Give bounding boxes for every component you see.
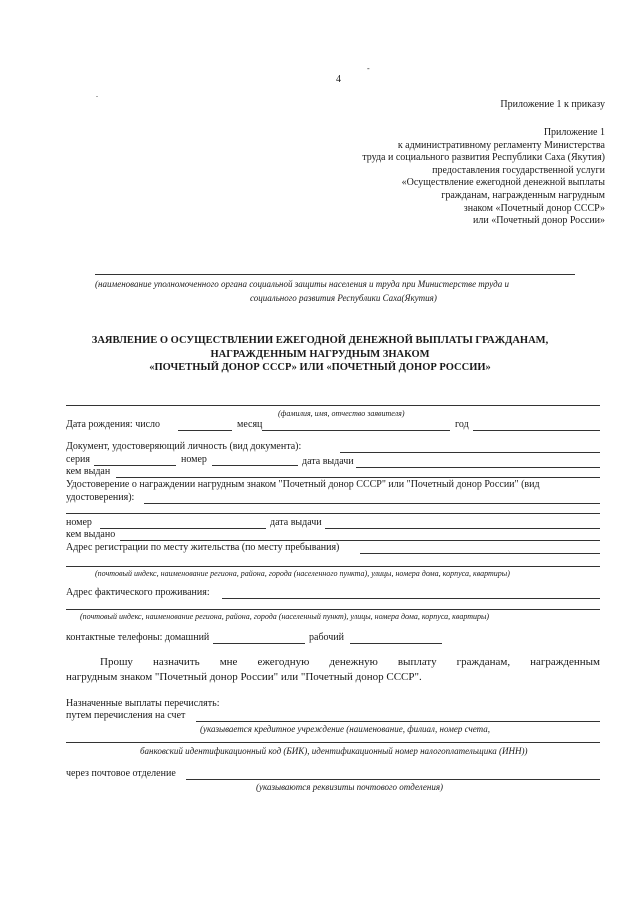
fact-address-field[interactable] bbox=[222, 598, 600, 599]
bank-details-field[interactable] bbox=[66, 742, 600, 743]
birth-label: Дата рождения: число bbox=[66, 419, 161, 430]
issue-date-field[interactable] bbox=[356, 467, 600, 468]
birth-day-field[interactable] bbox=[178, 430, 232, 431]
number-label: номер bbox=[181, 454, 207, 465]
org-caption-2: социального развития Республики Саха(Якутия) bbox=[250, 293, 437, 303]
issue-date2-label: дата выдачи bbox=[270, 517, 322, 528]
number2-field[interactable] bbox=[100, 528, 266, 529]
appendix-1-label: Приложение 1 к приказу bbox=[500, 99, 605, 110]
appendix-block bbox=[362, 127, 605, 228]
issued-by2-label: кем выдано bbox=[66, 529, 116, 540]
doc-title-2: НАГРАЖДЕННЫМ НАГРУДНЫМ ЗНАКОМ bbox=[210, 349, 430, 360]
id-doc-label: Документ, удостоверяющий личность (вид документа): bbox=[66, 441, 302, 452]
birth-month-field[interactable] bbox=[262, 430, 450, 431]
request-line-1: Прошу назначить мне ежегодную денежную выплату гражданам, награжденным bbox=[100, 656, 600, 668]
number2-label: номер bbox=[66, 517, 92, 528]
fio-caption: (фамилия, имя, отчество заявителя) bbox=[278, 409, 405, 418]
appendix-line: гражданам, награжденным нагрудным bbox=[441, 189, 605, 201]
appendix-line: предоставления государственной услуги bbox=[432, 164, 605, 176]
org-caption-1: (наименование уполномоченного органа социальной защиты населения и труда при Министерстве труда и bbox=[95, 279, 509, 289]
post-label: через почтовое отделение bbox=[66, 768, 176, 779]
bik-caption: банковский идентификационный код (БИК), идентификационный номер налогоплательщика (ИНН)) bbox=[140, 746, 528, 756]
birth-year-label: год bbox=[455, 419, 469, 430]
bank-caption: (указывается кредитное учреждение (наименование, филиал, номер счета, bbox=[200, 724, 490, 734]
phone-home-label: контактные телефоны: домашний bbox=[66, 632, 210, 643]
account-label: путем перечисления на счет bbox=[66, 710, 186, 721]
issued-by2-field[interactable] bbox=[120, 540, 600, 541]
certificate-label: Удостоверение о награждении нагрудным знаком "Почетный донор СССР" или "Почетный донор России" (вид bbox=[66, 479, 540, 490]
reg-caption: (почтовый индекс, наименование региона, района, города (населенного пункта), улицы, номера дома, корпуса, квартиры) bbox=[95, 569, 510, 578]
fact-address-field-2[interactable] bbox=[66, 609, 600, 610]
issued-by-field[interactable] bbox=[116, 477, 600, 478]
appendix-line: или «Почетный донор России» bbox=[473, 215, 605, 227]
phone-home-field[interactable] bbox=[213, 643, 305, 644]
reg-address-field[interactable] bbox=[360, 553, 600, 554]
post-field[interactable] bbox=[186, 779, 600, 780]
fio-input-line[interactable] bbox=[66, 405, 600, 406]
phone-work-field[interactable] bbox=[350, 643, 442, 644]
post-caption: (указываются реквизиты почтового отделения) bbox=[256, 782, 444, 792]
scan-mark: - bbox=[367, 64, 370, 73]
certificate-type-field[interactable] bbox=[144, 503, 600, 504]
org-input-line[interactable] bbox=[95, 274, 575, 275]
phone-work-label: рабочий bbox=[309, 632, 344, 643]
certificate-label-2: удостоверения): bbox=[66, 492, 135, 503]
issue-date-label: дата выдачи bbox=[302, 456, 354, 467]
reg-address-label: Адрес регистрации по месту жительства (по месту пребывания) bbox=[66, 542, 340, 553]
appendix-line: Приложение 1 bbox=[543, 127, 605, 138]
appendix-line: труда и социального развития Республики Саха (Якутия) bbox=[362, 152, 605, 164]
fact-address-label: Адрес фактического проживания: bbox=[66, 587, 210, 598]
fact-caption: (почтовый индекс, наименование региона, района, города (населенный пункт), улицы, номера дома, корпуса, квартиры) bbox=[80, 612, 490, 621]
birth-month-label: месяц bbox=[237, 419, 263, 430]
scan-dot: . bbox=[96, 90, 98, 99]
doc-title-3: «ПОЧЕТНЫЙ ДОНОР СССР» ИЛИ «ПОЧЕТНЫЙ ДОНОР РОССИИ» bbox=[149, 362, 491, 373]
appendix-line: к административному регламенту Министерства bbox=[397, 139, 605, 151]
doc-title-1: ЗАЯВЛЕНИЕ О ОСУЩЕСТВЛЕНИИ ЕЖЕГОДНОЙ ДЕНЕЖНОЙ ВЫПЛАТЫ ГРАЖДАНАМ, bbox=[91, 335, 549, 346]
appendix-line: знаком «Почетный донор СССР» bbox=[463, 202, 605, 214]
reg-address-field-2[interactable] bbox=[66, 566, 600, 567]
series-label: серия bbox=[66, 454, 90, 465]
appendix-line: «Осуществление ежегодной денежной выплаты bbox=[401, 177, 605, 189]
id-doc-field[interactable] bbox=[340, 452, 600, 453]
birth-year-field[interactable] bbox=[473, 430, 600, 431]
certificate-type-field-2[interactable] bbox=[66, 513, 600, 514]
request-line-2: нагрудным знаком "Почетный донор России" или "Почетный донор СССР". bbox=[66, 671, 422, 683]
issue-date2-field[interactable] bbox=[325, 528, 600, 529]
transfer-label: Назначенные выплаты перечислять: bbox=[66, 698, 220, 709]
page-number: 4 bbox=[336, 74, 341, 85]
number-field[interactable] bbox=[212, 465, 298, 466]
issued-by-label: кем выдан bbox=[66, 466, 111, 477]
account-field[interactable] bbox=[196, 721, 600, 722]
